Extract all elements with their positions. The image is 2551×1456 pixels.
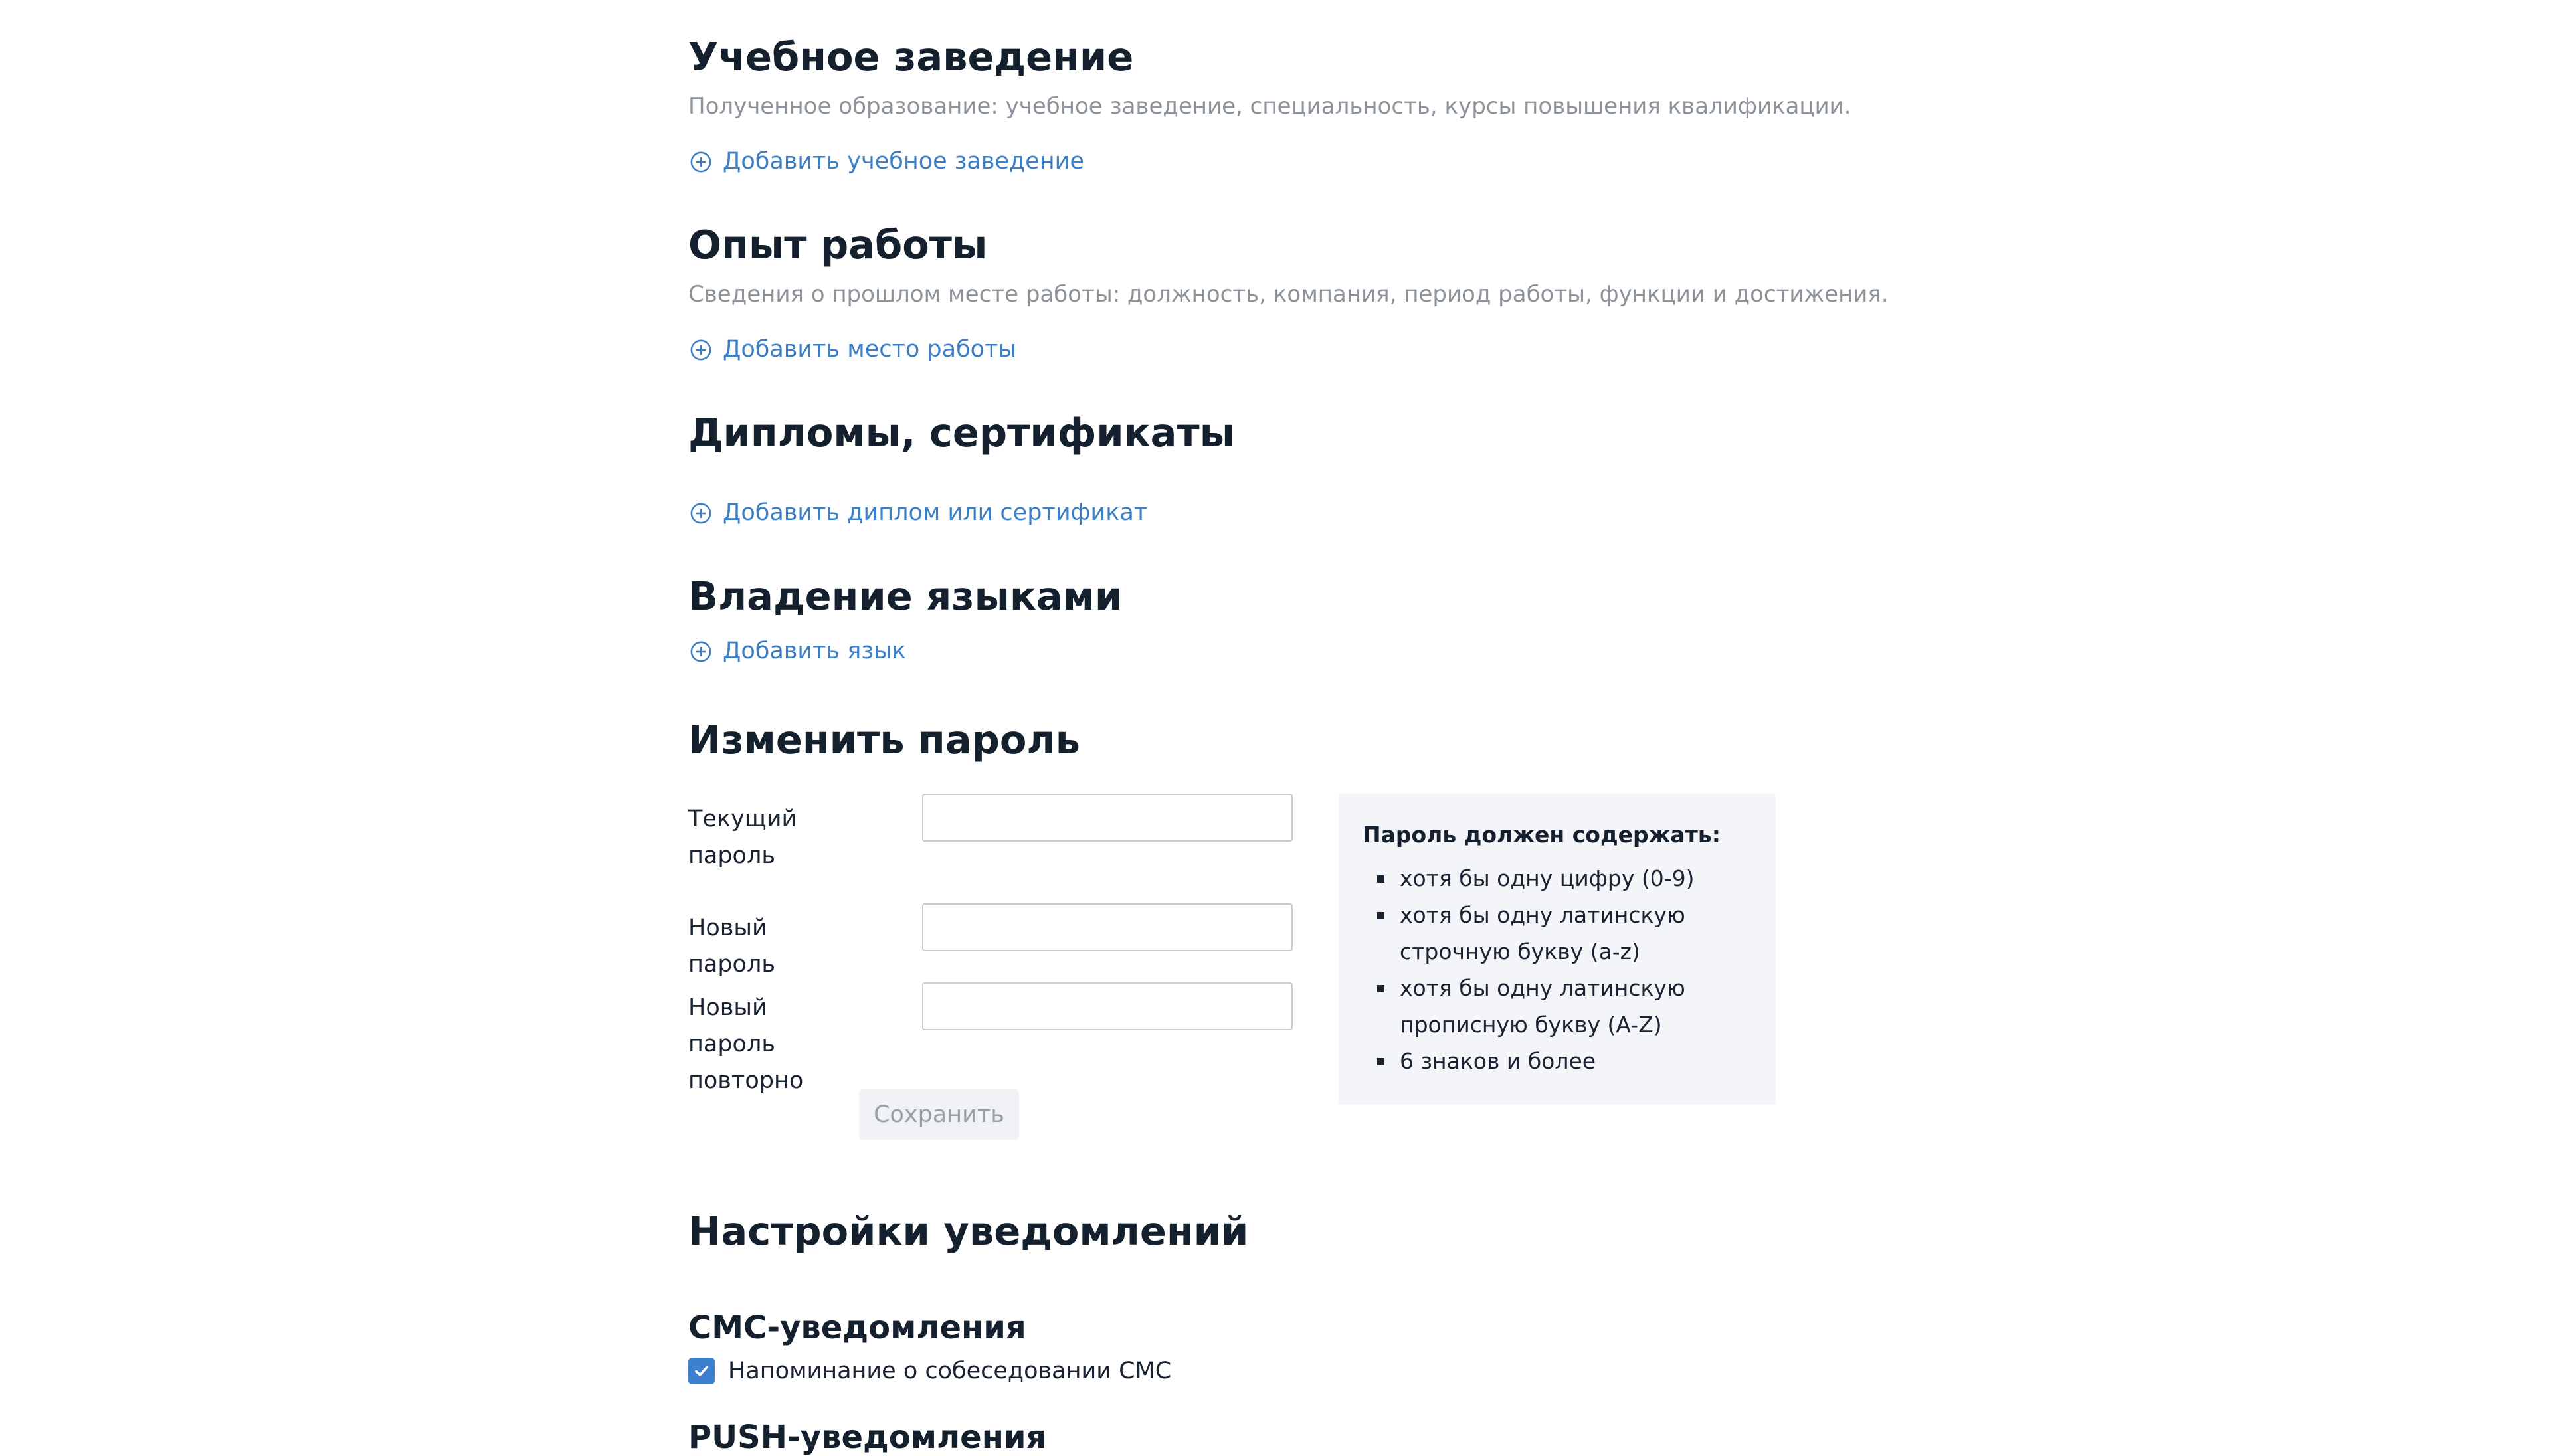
requirement-item: 6 знаков и более xyxy=(1400,1043,1752,1079)
add-diploma-label: Добавить диплом или сертификат xyxy=(723,500,1148,526)
password-requirements-list xyxy=(1363,860,1752,1079)
education-description: Полученное образование: учебное заведение, специальность, курсы повышения квалификации. xyxy=(688,93,1851,120)
sms-interview-reminder-label: Напоминание о собеседовании СМС xyxy=(728,1358,1172,1384)
experience-description: Сведения о прошлом месте работы: должность, компания, период работы, функции и достижения. xyxy=(688,281,1889,308)
current-password-label: Текущий пароль xyxy=(688,806,797,869)
new-password-input[interactable] xyxy=(922,903,1293,951)
plus-circle-icon xyxy=(690,151,712,173)
notifications-title: Настройки уведомлений xyxy=(688,1208,1249,1254)
change-password-title: Изменить пароль xyxy=(688,717,1080,763)
sms-interview-reminder-checkbox[interactable] xyxy=(688,1358,715,1384)
sms-interview-reminder-row[interactable] xyxy=(688,1358,1171,1384)
repeat-password-label: Новый пароль повторно xyxy=(688,994,804,1094)
plus-circle-icon xyxy=(690,502,712,525)
add-experience-label: Добавить место работы xyxy=(723,336,1017,363)
requirement-item: хотя бы одну цифру (0-9) xyxy=(1400,860,1752,897)
save-password-button[interactable]: Сохранить xyxy=(859,1089,1019,1140)
password-requirements-box xyxy=(1339,794,1776,1105)
current-password-input[interactable] xyxy=(922,794,1293,842)
requirement-item: хотя бы одну латинскую прописную букву (A-Z) xyxy=(1400,970,1752,1043)
languages-title: Владение языками xyxy=(688,573,1123,619)
add-language-label: Добавить язык xyxy=(723,638,906,664)
diplomas-title: Дипломы, сертификаты xyxy=(688,410,1235,456)
experience-title: Опыт работы xyxy=(688,222,988,268)
add-education-link[interactable] xyxy=(690,150,1084,173)
push-notifications-title: PUSH-уведомления xyxy=(688,1419,1047,1456)
plus-circle-icon xyxy=(690,640,712,663)
password-requirements-title: Пароль должен содержать: xyxy=(1363,822,1721,848)
new-password-label: Новый пароль xyxy=(688,915,775,978)
add-diploma-link[interactable] xyxy=(690,501,1147,525)
sms-notifications-title: СМС-уведомления xyxy=(688,1309,1026,1346)
add-language-link[interactable] xyxy=(690,640,906,663)
plus-circle-icon xyxy=(690,339,712,361)
checkmark-icon xyxy=(692,1362,711,1380)
add-experience-link[interactable] xyxy=(690,338,1016,361)
add-education-label: Добавить учебное заведение xyxy=(723,148,1084,175)
repeat-password-input[interactable] xyxy=(922,982,1293,1030)
education-title: Учебное заведение xyxy=(688,34,1134,80)
requirement-item: хотя бы одну латинскую строчную букву (a-z) xyxy=(1400,897,1752,970)
